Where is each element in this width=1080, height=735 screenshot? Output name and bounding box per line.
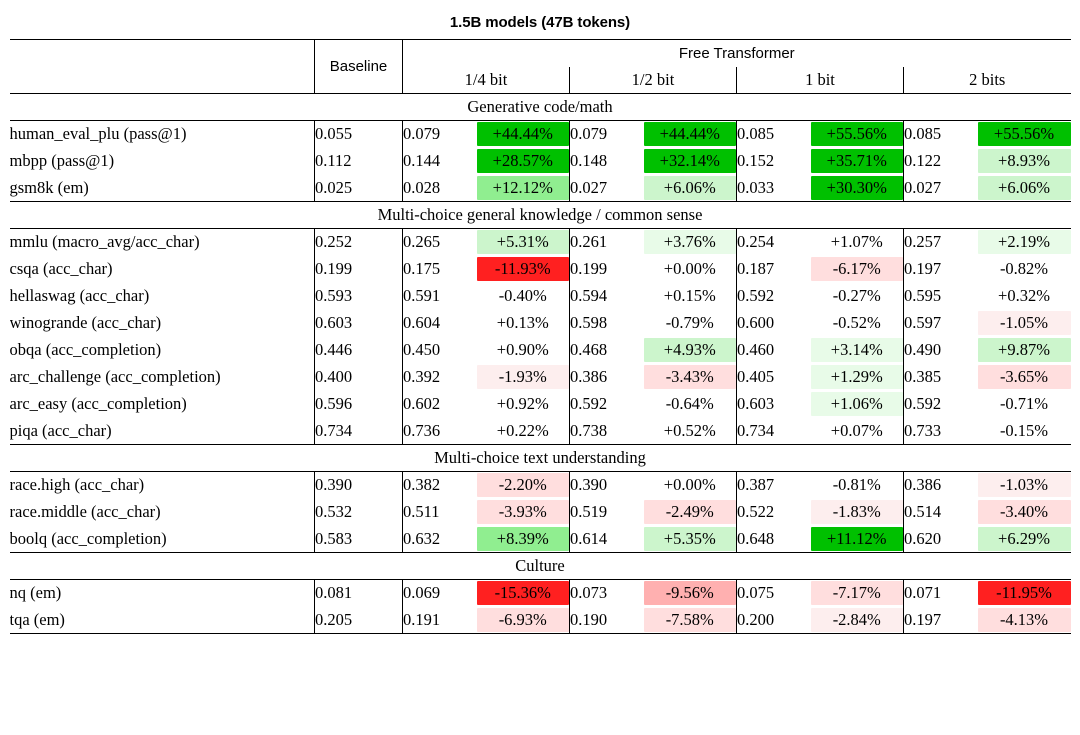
delta-badge: +6.29% xyxy=(978,527,1071,551)
variant-delta xyxy=(811,607,904,634)
section-header-row xyxy=(10,553,1071,580)
baseline-value: 0.205 xyxy=(315,607,403,634)
variant-delta xyxy=(477,391,570,418)
variant-value: 0.122 xyxy=(904,151,942,170)
variant-value: 0.261 xyxy=(570,232,608,252)
variant-delta xyxy=(644,283,737,310)
header-bits-one: 1 bit xyxy=(737,67,904,94)
variant-delta xyxy=(811,472,904,499)
baseline-value: 0.199 xyxy=(315,256,403,283)
benchmark-results-table xyxy=(10,39,1071,634)
variant-value: 0.597 xyxy=(904,313,942,332)
benchmark-name: winogrande (acc_char) xyxy=(9,313,162,332)
delta-badge: +12.12% xyxy=(477,176,570,200)
benchmark-name: human_eval_plu (pass@1) xyxy=(9,124,187,144)
variant-value: 0.028 xyxy=(403,177,441,197)
variant-delta xyxy=(644,310,737,337)
delta-badge: +0.22% xyxy=(496,420,549,440)
delta-badge: +5.31% xyxy=(477,230,570,254)
baseline-value: 0.603 xyxy=(315,310,403,337)
variant-delta xyxy=(477,418,570,445)
delta-badge: +6.06% xyxy=(978,176,1071,200)
variant-delta xyxy=(811,337,904,364)
variant-delta xyxy=(978,391,1071,418)
delta-badge: +55.56% xyxy=(811,122,904,146)
variant-value: 0.257 xyxy=(904,232,942,252)
variant-value: 0.075 xyxy=(737,583,775,603)
variant-delta xyxy=(978,283,1071,310)
variant-delta xyxy=(644,256,737,283)
variant-value: 0.148 xyxy=(570,151,608,170)
variant-value: 0.405 xyxy=(737,367,775,386)
delta-badge: -3.93% xyxy=(477,500,570,524)
delta-badge: +5.35% xyxy=(644,527,737,551)
variant-delta xyxy=(477,229,570,256)
baseline-value: 0.390 xyxy=(315,472,403,499)
delta-badge: -0.40% xyxy=(498,286,547,305)
delta-badge: -1.05% xyxy=(978,311,1071,335)
delta-badge: +32.14% xyxy=(644,149,737,173)
variant-delta xyxy=(978,418,1071,445)
variant-delta xyxy=(811,499,904,526)
variant-value: 0.175 xyxy=(403,259,441,278)
benchmark-name: race.high (acc_char) xyxy=(9,475,145,495)
delta-badge: +11.12% xyxy=(811,527,904,551)
variant-value: 0.079 xyxy=(570,124,608,144)
delta-badge: +2.19% xyxy=(978,230,1071,254)
variant-value: 0.197 xyxy=(904,259,942,278)
variant-delta xyxy=(644,472,737,499)
variant-value: 0.603 xyxy=(737,394,775,413)
benchmark-name: arc_challenge (acc_completion) xyxy=(9,367,221,386)
variant-value: 0.733 xyxy=(904,420,942,440)
variant-value: 0.594 xyxy=(570,286,608,305)
benchmark-name: boolq (acc_completion) xyxy=(9,528,167,548)
baseline-value: 0.112 xyxy=(315,148,403,175)
delta-badge: +55.56% xyxy=(978,122,1071,146)
variant-delta xyxy=(477,526,570,553)
header-free-transformer: Free Transformer xyxy=(403,40,1071,67)
variant-value: 0.738 xyxy=(570,420,608,440)
variant-value: 0.592 xyxy=(737,286,775,305)
delta-badge: -0.64% xyxy=(665,394,714,413)
variant-value: 0.073 xyxy=(570,583,608,603)
variant-delta xyxy=(477,580,570,607)
delta-badge: -0.71% xyxy=(999,394,1049,413)
baseline-value: 0.583 xyxy=(315,526,403,553)
variant-delta xyxy=(644,607,737,634)
table-body xyxy=(10,94,1071,635)
delta-badge: -2.84% xyxy=(811,608,904,632)
variant-delta xyxy=(811,121,904,148)
benchmark-name: piqa (acc_char) xyxy=(9,420,112,440)
variant-delta xyxy=(477,607,570,634)
delta-badge: +0.52% xyxy=(663,420,716,440)
benchmark-name: csqa (acc_char) xyxy=(9,259,113,278)
delta-badge: +0.15% xyxy=(663,286,716,305)
benchmark-name: mbpp (pass@1) xyxy=(9,151,115,170)
variant-value: 0.197 xyxy=(904,609,942,629)
delta-badge: +8.93% xyxy=(978,149,1071,173)
table-row xyxy=(10,391,1071,418)
baseline-value: 0.532 xyxy=(315,499,403,526)
variant-value: 0.450 xyxy=(403,340,441,359)
table-row xyxy=(10,148,1071,175)
variant-value: 0.602 xyxy=(403,394,441,413)
delta-badge: +1.07% xyxy=(830,232,883,252)
variant-value: 0.468 xyxy=(570,340,608,359)
variant-value: 0.519 xyxy=(570,502,608,521)
variant-delta xyxy=(477,364,570,391)
benchmark-name: nq (em) xyxy=(9,583,62,603)
section-title: Multi-choice text understanding xyxy=(10,445,1071,472)
variant-delta xyxy=(477,256,570,283)
baseline-value: 0.596 xyxy=(315,391,403,418)
header-bits-two: 2 bits xyxy=(969,69,1006,89)
delta-badge: -9.56% xyxy=(644,581,737,605)
delta-badge: +28.57% xyxy=(477,149,570,173)
delta-badge: +0.00% xyxy=(663,259,716,278)
variant-value: 0.085 xyxy=(737,124,775,144)
variant-value: 0.079 xyxy=(403,124,441,144)
variant-delta xyxy=(811,256,904,283)
section-header-row xyxy=(10,94,1071,121)
variant-value: 0.386 xyxy=(570,367,608,386)
header-metric-column xyxy=(10,40,315,94)
delta-badge: -1.83% xyxy=(811,500,904,524)
variant-delta xyxy=(644,148,737,175)
variant-delta xyxy=(978,499,1071,526)
variant-delta xyxy=(811,229,904,256)
table-row xyxy=(10,175,1071,202)
variant-value: 0.027 xyxy=(570,177,608,197)
variant-delta xyxy=(477,499,570,526)
baseline-value: 0.400 xyxy=(315,364,403,391)
delta-badge: +8.39% xyxy=(477,527,570,551)
variant-delta xyxy=(811,175,904,202)
benchmark-name: tqa (em) xyxy=(9,609,65,629)
header-bits-half: 1/2 bit xyxy=(570,67,737,94)
variant-delta xyxy=(477,175,570,202)
delta-badge: +0.00% xyxy=(663,475,716,495)
variant-delta xyxy=(477,148,570,175)
variant-delta xyxy=(978,256,1071,283)
variant-delta xyxy=(477,283,570,310)
delta-badge: +3.14% xyxy=(811,338,904,362)
variant-value: 0.595 xyxy=(904,286,942,305)
delta-badge: -0.82% xyxy=(999,259,1049,278)
delta-badge: -2.20% xyxy=(477,473,570,497)
variant-value: 0.027 xyxy=(904,177,942,197)
delta-badge: -0.52% xyxy=(832,313,881,332)
table-row xyxy=(10,607,1071,634)
variant-value: 0.144 xyxy=(403,151,441,170)
variant-value: 0.385 xyxy=(904,367,942,386)
variant-value: 0.460 xyxy=(737,340,775,359)
delta-badge: +0.92% xyxy=(496,394,549,413)
delta-badge: -3.43% xyxy=(644,365,737,389)
delta-badge: +6.06% xyxy=(644,176,737,200)
table-row xyxy=(10,364,1071,391)
variant-value: 0.191 xyxy=(403,609,441,629)
variant-delta xyxy=(477,121,570,148)
delta-badge: -0.15% xyxy=(999,420,1049,440)
variant-value: 0.390 xyxy=(570,475,608,495)
benchmark-name: race.middle (acc_char) xyxy=(9,502,161,521)
delta-badge: -11.93% xyxy=(477,257,570,281)
baseline-value: 0.734 xyxy=(315,418,403,445)
variant-value: 0.511 xyxy=(403,502,440,521)
variant-value: 0.522 xyxy=(737,502,775,521)
section-title: Multi-choice general knowledge / common sense xyxy=(10,202,1071,229)
delta-badge: -6.17% xyxy=(811,257,904,281)
delta-badge: +3.76% xyxy=(644,230,737,254)
variant-value: 0.382 xyxy=(403,475,441,495)
benchmark-name: gsm8k (em) xyxy=(9,177,89,197)
delta-badge: +0.13% xyxy=(496,313,549,332)
variant-value: 0.620 xyxy=(904,528,942,548)
variant-delta xyxy=(811,580,904,607)
header-row-group xyxy=(10,40,1071,67)
variant-value: 0.033 xyxy=(737,177,775,197)
variant-delta xyxy=(644,580,737,607)
variant-value: 0.614 xyxy=(570,528,608,548)
variant-delta xyxy=(644,391,737,418)
delta-badge: +44.44% xyxy=(644,122,737,146)
variant-value: 0.734 xyxy=(737,420,775,440)
variant-value: 0.632 xyxy=(403,528,441,548)
benchmark-name: arc_easy (acc_completion) xyxy=(9,394,187,413)
baseline-value: 0.025 xyxy=(315,175,403,202)
delta-badge: -1.93% xyxy=(477,365,570,389)
variant-delta xyxy=(978,310,1071,337)
table-row xyxy=(10,526,1071,553)
variant-value: 0.591 xyxy=(403,286,441,305)
variant-delta xyxy=(644,364,737,391)
variant-delta xyxy=(477,472,570,499)
delta-badge: +4.93% xyxy=(644,338,737,362)
variant-delta xyxy=(978,607,1071,634)
table-row xyxy=(10,310,1071,337)
variant-delta xyxy=(978,121,1071,148)
variant-delta xyxy=(644,526,737,553)
variant-value: 0.736 xyxy=(403,420,441,440)
delta-badge: +0.07% xyxy=(830,420,883,440)
variant-delta xyxy=(978,229,1071,256)
variant-delta xyxy=(978,148,1071,175)
variant-value: 0.386 xyxy=(904,475,942,495)
variant-delta xyxy=(811,418,904,445)
variant-delta xyxy=(978,580,1071,607)
variant-delta xyxy=(811,391,904,418)
variant-delta xyxy=(978,364,1071,391)
variant-delta xyxy=(477,337,570,364)
delta-badge: -7.17% xyxy=(811,581,904,605)
variant-value: 0.200 xyxy=(737,609,775,629)
table-header xyxy=(10,40,1071,94)
table-row xyxy=(10,580,1071,607)
variant-value: 0.190 xyxy=(570,609,608,629)
delta-badge: -0.81% xyxy=(832,475,881,495)
delta-badge: -0.27% xyxy=(832,286,881,305)
variant-delta xyxy=(644,337,737,364)
bottom-rule xyxy=(10,634,1071,635)
delta-badge: +1.29% xyxy=(811,365,904,389)
baseline-value: 0.252 xyxy=(315,229,403,256)
variant-delta xyxy=(811,148,904,175)
variant-value: 0.199 xyxy=(570,259,608,278)
table-row xyxy=(10,283,1071,310)
variant-delta xyxy=(644,175,737,202)
variant-delta xyxy=(811,310,904,337)
variant-delta xyxy=(978,175,1071,202)
variant-delta xyxy=(644,418,737,445)
benchmark-name: obqa (acc_completion) xyxy=(9,340,162,359)
variant-value: 0.598 xyxy=(570,313,608,332)
variant-value: 0.392 xyxy=(403,367,441,386)
baseline-value: 0.055 xyxy=(315,121,403,148)
delta-badge: +9.87% xyxy=(978,338,1071,362)
table-row xyxy=(10,229,1071,256)
delta-badge: +0.32% xyxy=(998,286,1050,305)
table-row xyxy=(10,337,1071,364)
table-row xyxy=(10,256,1071,283)
variant-value: 0.592 xyxy=(904,394,942,413)
variant-delta xyxy=(978,472,1071,499)
delta-badge: -4.13% xyxy=(978,608,1071,632)
baseline-value: 0.081 xyxy=(315,580,403,607)
variant-value: 0.085 xyxy=(904,124,942,144)
variant-delta xyxy=(978,337,1071,364)
benchmark-name: mmlu (macro_avg/acc_char) xyxy=(9,232,200,252)
variant-delta xyxy=(644,229,737,256)
delta-badge: -15.36% xyxy=(477,581,570,605)
header-baseline: Baseline xyxy=(315,40,403,94)
baseline-value: 0.593 xyxy=(315,283,403,310)
variant-value: 0.265 xyxy=(403,232,441,252)
header-bits-quarter: 1/4 bit xyxy=(403,67,570,94)
variant-value: 0.604 xyxy=(403,313,441,332)
variant-value: 0.648 xyxy=(737,528,775,548)
variant-delta xyxy=(811,283,904,310)
variant-value: 0.152 xyxy=(737,151,775,170)
variant-delta xyxy=(811,526,904,553)
variant-delta xyxy=(644,499,737,526)
table-row xyxy=(10,472,1071,499)
benchmark-name: hellaswag (acc_char) xyxy=(9,286,150,305)
delta-badge: -1.03% xyxy=(978,473,1071,497)
variant-delta xyxy=(644,121,737,148)
variant-value: 0.187 xyxy=(737,259,775,278)
variant-value: 0.069 xyxy=(403,583,441,603)
section-header-row xyxy=(10,445,1071,472)
table-row xyxy=(10,121,1071,148)
delta-badge: +44.44% xyxy=(477,122,570,146)
delta-badge: -7.58% xyxy=(644,608,737,632)
section-title: Culture xyxy=(10,553,1071,580)
delta-badge: -2.49% xyxy=(644,500,737,524)
baseline-value: 0.446 xyxy=(315,337,403,364)
section-title: Generative code/math xyxy=(10,94,1071,121)
table-bottom-rule xyxy=(10,634,1071,635)
delta-badge: -11.95% xyxy=(978,581,1071,605)
section-header-row xyxy=(10,202,1071,229)
variant-delta xyxy=(477,310,570,337)
variant-value: 0.071 xyxy=(904,583,942,603)
delta-badge: +30.30% xyxy=(811,176,904,200)
variant-value: 0.600 xyxy=(737,313,775,332)
variant-value: 0.387 xyxy=(737,475,775,495)
delta-badge: -3.65% xyxy=(978,365,1071,389)
delta-badge: -0.79% xyxy=(665,313,714,332)
delta-badge: -6.93% xyxy=(477,608,570,632)
variant-value: 0.254 xyxy=(737,232,775,252)
variant-value: 0.490 xyxy=(904,340,942,359)
variant-value: 0.514 xyxy=(904,502,942,521)
variant-delta xyxy=(811,364,904,391)
table-row xyxy=(10,418,1071,445)
delta-badge: +35.71% xyxy=(811,149,904,173)
variant-delta xyxy=(978,526,1071,553)
delta-badge: -3.40% xyxy=(978,500,1071,524)
variant-value: 0.592 xyxy=(570,394,608,413)
delta-badge: +0.90% xyxy=(496,340,549,359)
table-row xyxy=(10,499,1071,526)
table-caption: 1.5B models (47B tokens) xyxy=(449,14,631,31)
delta-badge: +1.06% xyxy=(811,392,904,416)
